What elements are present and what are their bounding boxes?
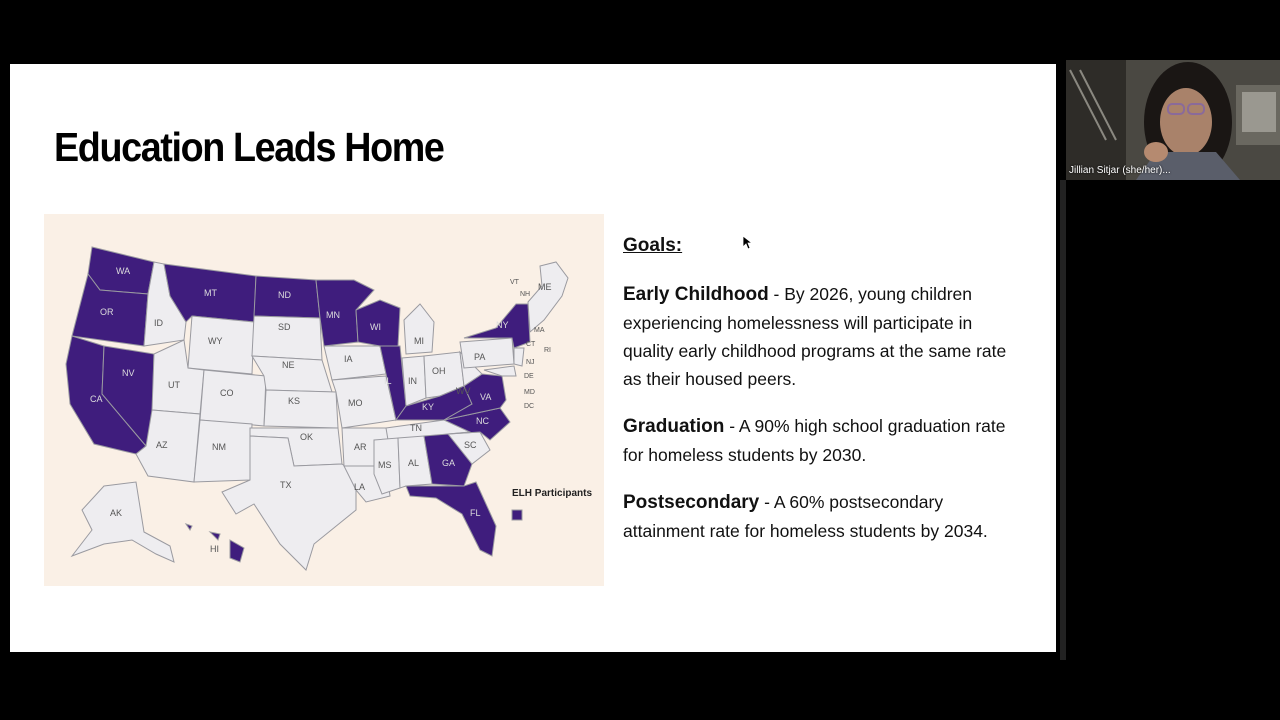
label-tn: TN (410, 423, 422, 433)
label-co: CO (220, 388, 234, 398)
goal-text: - A 90% high school graduation rate for homeless students by 2030. (623, 416, 1006, 465)
goal-title: Early Childhood (623, 284, 769, 305)
label-sc: SC (464, 440, 477, 450)
label-dc: DC (524, 403, 535, 410)
label-wi: WI (370, 322, 381, 332)
label-ny: NY (496, 320, 509, 330)
goal-postsecondary (623, 488, 1023, 545)
presentation-slide (10, 64, 1056, 652)
label-de: DE (524, 373, 534, 380)
goal-title: Graduation (623, 416, 725, 437)
participant-video-feed (1066, 60, 1280, 180)
label-il: IL (384, 376, 392, 386)
label-mt: MT (204, 288, 217, 298)
label-ky: KY (422, 402, 435, 412)
label-nc: NC (476, 416, 489, 426)
state-mi (404, 304, 434, 354)
label-ar: AR (354, 442, 367, 452)
label-mi: MI (414, 336, 424, 346)
label-ct: CT (526, 341, 536, 348)
label-ia: IA (344, 354, 353, 364)
label-tx: TX (280, 480, 292, 490)
label-ak: AK (110, 508, 123, 518)
label-nj: NJ (526, 359, 535, 366)
participant-name: Jillian Sitjar (she/her)... (1069, 165, 1171, 176)
label-nv: NV (122, 368, 135, 378)
goals-panel (623, 232, 1023, 564)
us-map-image (44, 214, 604, 586)
goals-heading: Goals: (623, 235, 683, 256)
state-pa (460, 338, 514, 368)
goal-early-childhood (623, 280, 1023, 393)
label-al: AL (408, 458, 420, 468)
participant-video-tile[interactable] (1066, 60, 1280, 180)
label-mn: MN (326, 310, 340, 320)
label-id: ID (154, 318, 163, 328)
label-ca: CA (90, 394, 103, 404)
label-ut: UT (168, 380, 180, 390)
label-ok: OK (300, 432, 314, 442)
label-ri: RI (544, 347, 551, 354)
us-map (44, 214, 604, 586)
label-ks: KS (288, 396, 301, 406)
label-or: OR (100, 307, 114, 317)
goal-graduation (623, 412, 1023, 469)
state-ks (264, 390, 338, 428)
state-ia (324, 346, 386, 380)
goal-text: - A 60% postsecondary attainment rate for homeless students by 2034. (623, 492, 988, 541)
label-la: LA (354, 482, 366, 492)
label-md: MD (524, 389, 535, 396)
state-ak (72, 482, 174, 562)
state-fl (406, 482, 496, 556)
goal-title: Postsecondary (623, 492, 760, 513)
label-oh: OH (432, 366, 446, 376)
legend-swatch (512, 510, 522, 520)
label-fl: FL (470, 508, 481, 518)
label-in: IN (408, 376, 417, 386)
slide-title: Education Leads Home (54, 124, 444, 170)
label-ma: MA (534, 327, 545, 334)
label-sd: SD (278, 322, 291, 332)
label-nd: ND (278, 290, 291, 300)
legend-label: ELH Participants (512, 488, 593, 499)
label-ms: MS (378, 460, 392, 470)
label-pa: PA (474, 352, 486, 362)
label-nm: NM (212, 442, 226, 452)
label-wa: WA (116, 266, 131, 276)
state-co (200, 370, 266, 426)
label-wv: WV (456, 386, 471, 396)
goal-text: - By 2026, young children experiencing homelessness will participate in quality early childhood programs at the same rate as their housed peers. (623, 284, 1007, 389)
label-hi: HI (210, 544, 219, 554)
mouse-cursor-icon (743, 236, 753, 250)
label-ne: NE (282, 360, 295, 370)
label-vt: VT (510, 279, 519, 286)
label-ga: GA (442, 458, 456, 468)
label-mo: MO (348, 398, 363, 408)
state-ne-states (528, 262, 568, 332)
label-az: AZ (156, 440, 168, 450)
state-nj (514, 348, 524, 366)
label-me: ME (538, 282, 552, 292)
label-wy: WY (208, 336, 223, 346)
label-nh: NH (520, 291, 531, 298)
label-va: VA (480, 392, 492, 402)
panel-divider (1060, 180, 1066, 660)
state-hi (186, 524, 244, 562)
